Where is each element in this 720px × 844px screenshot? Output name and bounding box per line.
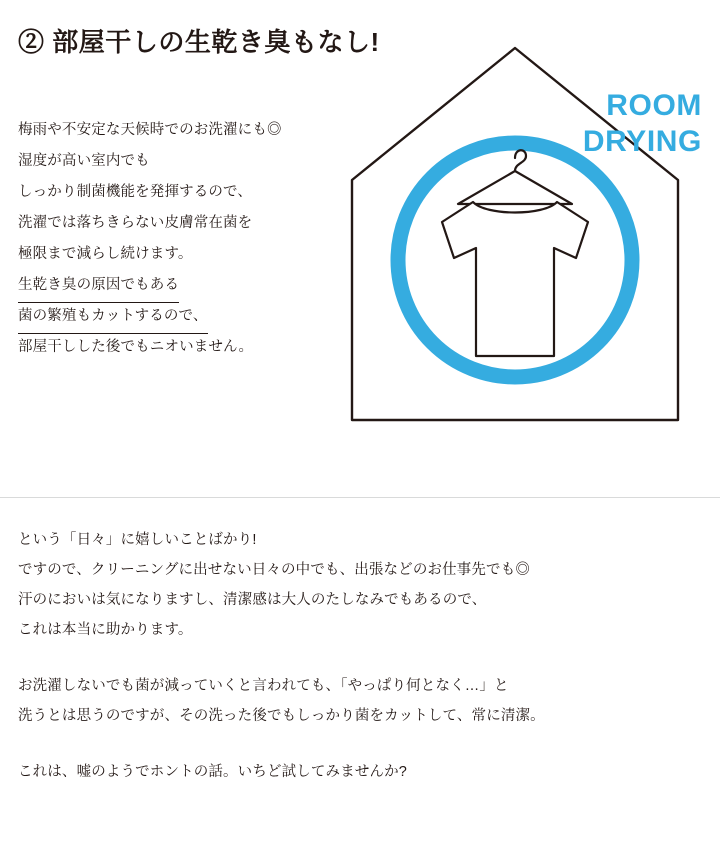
paragraph — [18, 671, 708, 731]
lead-line: しっかり制菌機能を発揮するので、 — [18, 184, 253, 200]
lead-paragraph — [18, 115, 348, 363]
lead-line-row — [18, 177, 348, 208]
tshirt-on-hanger-icon — [442, 150, 588, 356]
lead-line: 湿度が高い室内でも — [18, 153, 150, 169]
paragraph-line: お洗濯しないでも菌が減っていくと言われても、「やっぱり何となく…」と — [18, 678, 509, 694]
paragraph-line: これは本当に助かります。 — [18, 622, 193, 638]
paragraph — [18, 757, 708, 787]
paragraph-line: という「日々」に嬉しいことばかり! — [18, 532, 257, 548]
paragraph-line: これは、嘘のようでホントの話。いちど試してみませんか? — [18, 764, 407, 780]
lead-line: 部屋干しした後でもニオいません。 — [18, 339, 254, 355]
paragraph-line: 汗のにおいは気になりますし、清潔感は大人のたしなみでもあるので、 — [18, 592, 487, 608]
lead-line-row — [18, 239, 348, 270]
paragraph — [18, 525, 708, 645]
room-drying-label — [583, 88, 702, 160]
section-divider — [0, 497, 720, 498]
room-drying-label-line2: DRYING — [582, 125, 702, 158]
room-drying-label-line1: ROOM — [606, 89, 702, 122]
paragraph-line: 洗うとは思うのですが、その洗った後でもしっかり菌をカットして、常に清潔。 — [18, 708, 545, 724]
lead-line: 極限まで減らし続けます。 — [18, 246, 193, 262]
lead-line-underlined: 菌の繁殖もカットするので、 — [18, 301, 208, 334]
lead-line: 洗濯では落ちきらない皮膚常在菌を — [18, 215, 253, 231]
closing-copy — [18, 525, 708, 813]
lead-line-row — [18, 208, 348, 239]
lead-line-row — [18, 146, 348, 177]
page-title: ② 部屋干しの生乾き臭もなし! — [18, 27, 380, 57]
lead-line-row — [18, 332, 348, 363]
lead-line-row — [18, 301, 348, 332]
room-drying-illustration — [330, 30, 720, 450]
lead-line-row — [18, 270, 348, 301]
paragraph-line: ですので、クリーニングに出せない日々の中でも、出張などのお仕事先でも◎ — [18, 562, 530, 578]
lead-line-row — [18, 115, 348, 146]
lead-line: 梅雨や不安定な天候時でのお洗濯にも◎ — [18, 122, 282, 138]
lead-line-underlined: 生乾き臭の原因でもある — [18, 270, 179, 303]
